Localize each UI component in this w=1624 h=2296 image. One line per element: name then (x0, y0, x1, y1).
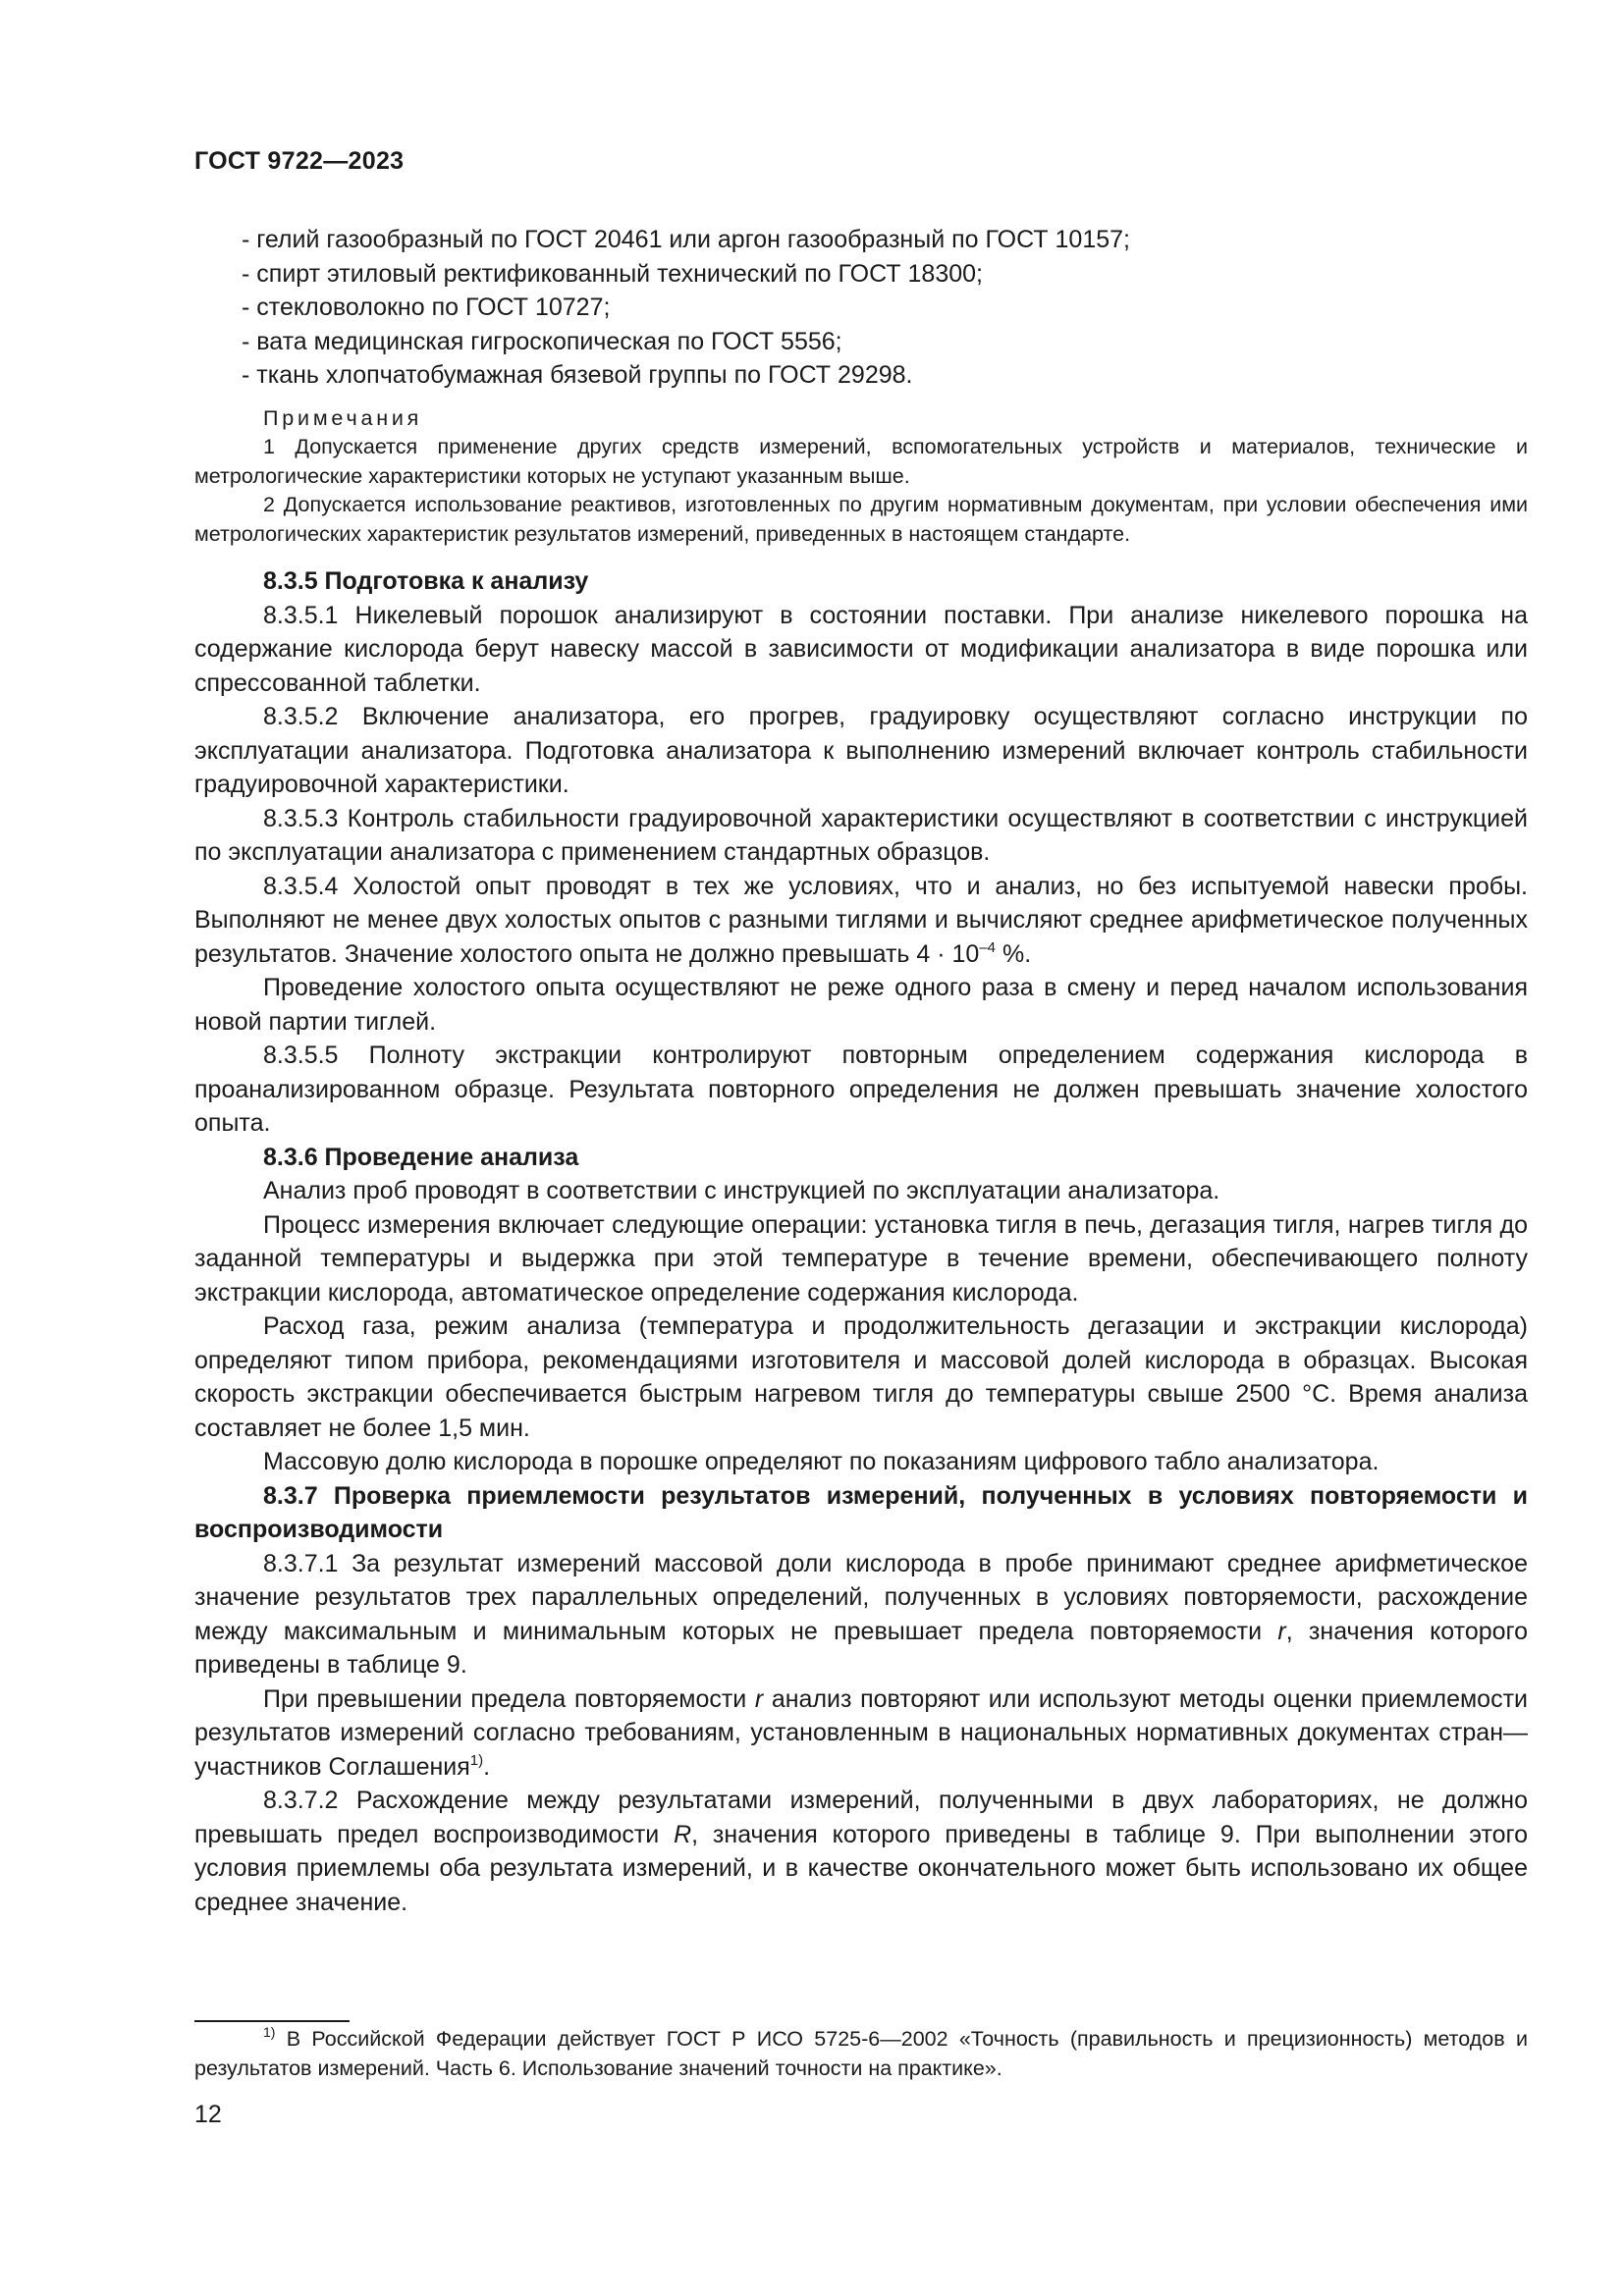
footnote-ref[interactable]: 1) (469, 1751, 484, 1769)
paragraph-analysis-4: Массовую долю кислорода в порошке определяют по показаниям цифрового табло анализатора. (263, 1448, 1380, 1475)
section-heading-8-3-5: 8.3.5 Подготовка к анализу (263, 567, 589, 595)
symbol-r: r (754, 1684, 764, 1713)
paragraph-repeatability (194, 1682, 1528, 1785)
paragraph-text: 8.3.5.4 Холостой опыт проводят в тех же условиях, что и анализ, но без испытуемой навески пробы. Выполняют не менее двух холостых опытов с разными тиглями и вычисляют среднее арифметическое полученных результатов. Значение холостого опыта не должно превышать 4 · 10 (194, 872, 1528, 968)
materials-list (194, 223, 1528, 393)
paragraph-text: . (483, 1752, 491, 1781)
paragraph-8-3-7-1 (194, 1547, 1528, 1682)
paragraph-text: анализ повторяют или используют методы оценки приемлемости результатов измерений согласно требованиям, установленным в национальных нормативных документах стран—участников Соглашения (194, 1684, 1528, 1781)
paragraph-text: 8.3.7.2 Расхождение между результатами измерений, полученными в двух лабораториях, не должно превышать предел воспроизводимости (194, 1787, 1528, 1848)
document-body (194, 223, 1528, 1919)
paragraph-text: , значения которого приведены в таблице 9. При выполнении этого условия приемлемы оба результата измерений, и в качестве окончательного может быть использовано их общее среднее значение. (194, 1820, 1528, 1916)
symbol-r: r (1277, 1617, 1286, 1645)
paragraph-analysis-3: Расход газа, режим анализа (температура и продолжительность дегазации и экстракции кислорода) определяют типом прибора, рекомендациями изготовителя и массовой долей кислорода в образцах. Высокая скорость экстракции обеспечивается быстрым нагревом тигля до температуры свыше 2500 °C. Время анализа составляет не более 1,5 мин. (194, 1312, 1528, 1442)
symbol-R: R (674, 1820, 692, 1848)
section-heading-8-3-6: 8.3.6 Проведение анализа (263, 1143, 579, 1171)
paragraph-analysis-2: Процесс измерения включает следующие операции: установка тигля в печь, дегазация тигля, нагрев тигля до заданной температуры и выдержка при этой температуре в течение времени, обеспечивающего полноту экстракции кислорода, автоматическое определение содержания кислорода. (194, 1210, 1528, 1307)
note-item: 1 Допускается применение других средств измерений, вспомогательных устройств и материалов, технические и метрологические характеристики которых не уступают указанным выше. (194, 435, 1528, 488)
paragraph-analysis-1: Анализ проб проводят в соответствии с инструкцией по эксплуатации анализатора. (263, 1177, 1220, 1204)
paragraph-text: 8.3.7.1 За результат измерений массовой доли кислорода в пробе принимают среднее арифметическое значение результатов трех параллельных определений, полученных в условиях повторяемости, расхождение между максимальным и минимальным которых не превышает предела повторяемости (194, 1549, 1528, 1645)
notes-title: Примечания (263, 405, 423, 430)
section-heading-8-3-7: 8.3.7 Проверка приемлемости результатов измерений, полученных в условиях повторяемости и воспроизводимости (194, 1481, 1528, 1543)
footnote-divider (194, 2020, 350, 2022)
footnote-text: В Российской Федерации действует ГОСТ Р ИСО 5725-6—2002 «Точность (правильность и прецизионность) методов и результатов измерений. Часть 6. Использование значений точности на практике». (194, 2027, 1528, 2080)
list-item: - ткань хлопчатобумажная бязевой группы по ГОСТ 29298. (194, 358, 1528, 393)
list-item: - гелий газообразный по ГОСТ 20461 или аргон газообразный по ГОСТ 10157; (194, 223, 1528, 257)
paragraph-8-3-5-3: 8.3.5.3 Контроль стабильности градуировочной характеристики осуществляют в соответствии с инструкцией по эксплуатации анализатора с применением стандартных образцов. (194, 804, 1528, 866)
paragraph-8-3-5-1: 8.3.5.1 Никелевый порошок анализируют в состоянии поставки. При анализе никелевого порошка на содержание кислорода берут навеску массой в зависимости от модификации анализатора в виде порошка или спрессованной таблетки. (194, 601, 1528, 697)
paragraph-8-3-5-5: 8.3.5.5 Полноту экстракции контролируют повторным определением содержания кислорода в проанализированном образце. Результата повторного определения не должен превышать значение холостого опыта. (194, 1041, 1528, 1137)
paragraph-blank-test: Проведение холостого опыта осуществляют не реже одного раза в смену и перед началом использования новой партии тиглей. (194, 974, 1528, 1036)
unit-text: %. (996, 939, 1032, 968)
paragraph-text: При превышении предела повторяемости (263, 1684, 755, 1713)
page-number: 12 (194, 2101, 222, 2128)
paragraph-text: , значения которого приведены в таблице 9. (194, 1617, 1529, 1679)
list-item: - спирт этиловый ректификованный технический по ГОСТ 18300; (194, 257, 1528, 292)
document-header: ГОСТ 9722—2023 (194, 147, 405, 175)
note-item: 2 Допускается использование реактивов, изготовленных по другим нормативным документам, при условии обеспечения ими метрологических характеристик результатов измерений, приведенных в настоящем стандарте. (194, 493, 1528, 546)
list-item: - вата медицинская гигроскопическая по ГОСТ 5556; (194, 325, 1528, 359)
paragraph-8-3-5-4 (194, 870, 1528, 972)
paragraph-8-3-5-2: 8.3.5.2 Включение анализатора, его прогрев, градуировку осуществляют согласно инструкции по эксплуатации анализатора. Подготовка анализатора к выполнению измерений включает контроль стабильности градуировочной характеристики. (194, 703, 1528, 798)
list-item: - стекловолокно по ГОСТ 10727; (194, 291, 1528, 325)
paragraph-8-3-7-2 (194, 1784, 1528, 1919)
notes-block (194, 404, 1528, 550)
exponent: –4 (979, 938, 997, 956)
footnote-mark: 1) (263, 2024, 276, 2040)
footnote (194, 2025, 1528, 2083)
